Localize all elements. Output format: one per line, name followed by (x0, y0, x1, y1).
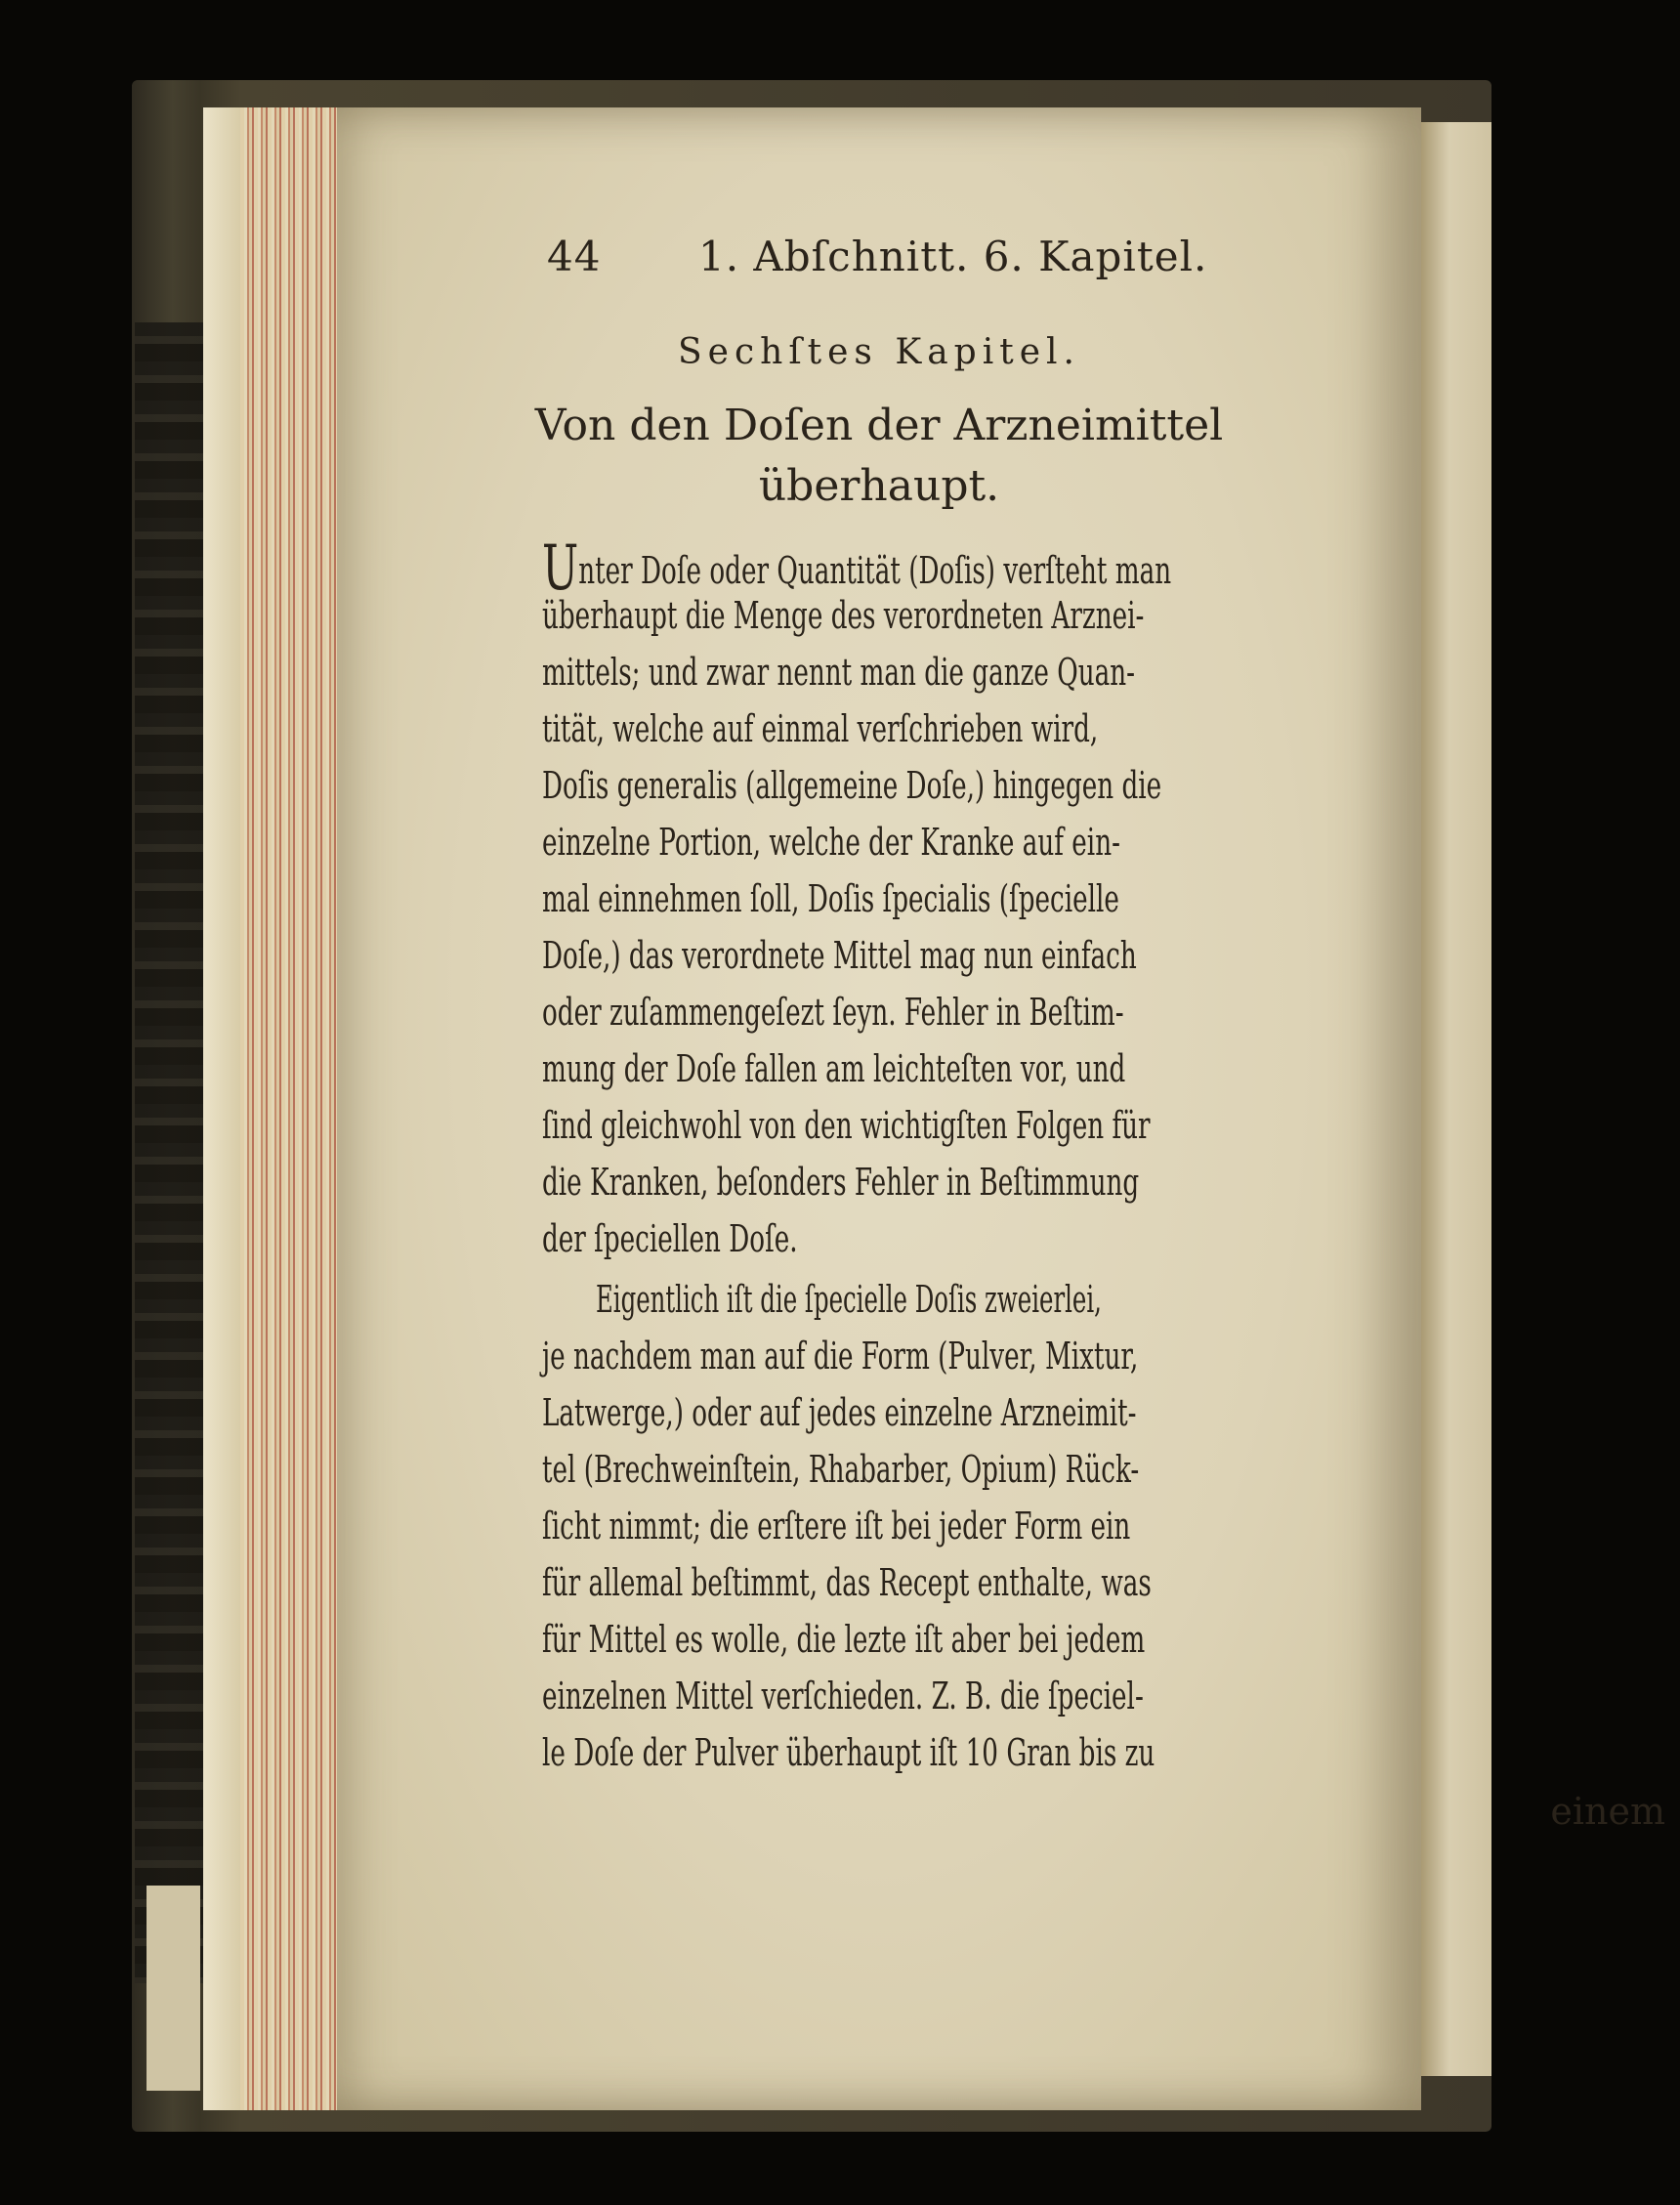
text-line: mal einnehmen ſoll, Doſis ſpecialis (ſpecielle (542, 877, 1119, 920)
chapter-title (337, 396, 1421, 517)
page-edges (203, 107, 350, 2110)
page-number: 44 (547, 233, 602, 280)
text-line: für Mittel es wolle, die lezte iſt aber bei jedem (542, 1618, 1146, 1661)
chapter-title-line-1: Von den Doſen der Arzneimittel (534, 401, 1224, 450)
text-line: ſicht nimmt; die erſtere iſt bei jeder Form ein (542, 1505, 1131, 1548)
text-line: Doſe,) das verordnete Mittel mag nun einfach (542, 934, 1137, 977)
text-line: mung der Doſe fallen am leichteſten vor, und (542, 1047, 1126, 1090)
text-line: Doſis generalis (allgemeine Doſe,) hingegen die (542, 764, 1162, 807)
text-line: die Kranken, beſonders Fehler in Beſtimmung (542, 1161, 1140, 1204)
text-line: einzelne Portion, welche der Kranke auf ein- (542, 821, 1120, 864)
facing-page-edge (1421, 122, 1491, 2076)
text-line: je nachdem man auf die Form (Pulver, Mixtur, (542, 1335, 1139, 1378)
text-line: der ſpeciellen Doſe. (542, 1217, 798, 1260)
cover-marbling (135, 322, 203, 1983)
page-text (337, 107, 1665, 2110)
chapter-title-line-2: überhaupt. (758, 461, 1000, 511)
text-line: Eigentlich iſt die ſpecielle Doſis zweierlei, (596, 1278, 1102, 1321)
text-line: Latwerge,) oder auf jedes einzelne Arzneimit- (542, 1391, 1137, 1434)
text-line: oder zuſammengeſezt ſeyn. Fehler in Beſtim- (542, 991, 1124, 1034)
book-page (337, 107, 1665, 2110)
chapter-label: Sechſtes Kapitel. (678, 332, 1080, 372)
text-line: tel (Brechweinſtein, Rhabarber, Opium) Rück- (542, 1448, 1140, 1491)
running-title: 1. Abſchnitt. 6. Kapitel. (698, 233, 1208, 280)
text-line: Unter Doſe oder Quantität (Doſis) verſteht man (542, 532, 1172, 605)
drop-cap: U (542, 532, 579, 605)
text-line: ſind gleichwohl von den wichtigſten Folgen für (542, 1104, 1151, 1147)
catchword: einem (1550, 1790, 1665, 1833)
text-line: einzelnen Mittel verſchieden. Z. B. die ſpeciel- (542, 1675, 1144, 1717)
text-line: le Doſe der Pulver überhaupt iſt 10 Gran bis zu (542, 1731, 1155, 1774)
text-line: überhaupt die Menge des verordneten Arznei- (542, 594, 1145, 637)
text-line: mittels; und zwar nennt man die ganze Quan- (542, 651, 1136, 694)
cover-label (147, 1886, 200, 2091)
text-line: tität, welche auf einmal verſchrieben wird, (542, 707, 1099, 750)
text-line: für allemal beſtimmt, das Recept enthalte, was (542, 1561, 1152, 1604)
